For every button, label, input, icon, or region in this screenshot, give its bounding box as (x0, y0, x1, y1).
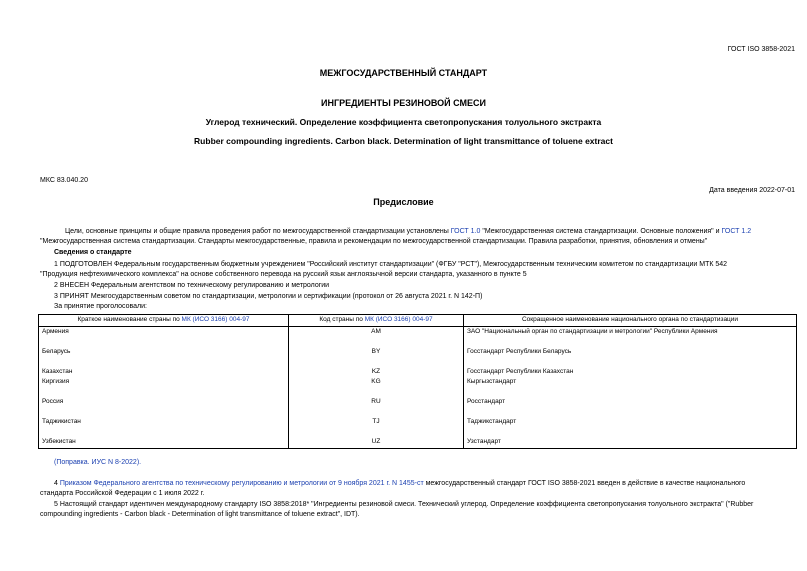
section-2: 2 ВНЕСЕН Федеральным агентством по техническому регулированию и метрологии (54, 282, 330, 289)
mks-code: МКС 83.040.20 (40, 177, 88, 184)
table-row (39, 397, 797, 417)
gost-1-0-link[interactable]: ГОСТ 1.0 (450, 228, 481, 235)
preface-title: Предисловие (373, 197, 434, 207)
code-cell: AM (289, 327, 464, 347)
table-row (39, 367, 797, 377)
section-3-sub: За принятие проголосовали: (54, 303, 147, 310)
country-cell: Беларусь (39, 347, 289, 367)
section-1-cont: "Продукция нефтехимического комплекса" на основе собственного перевода на русский язык англоязычной версии стандарта, указанного в пункте 5 (40, 271, 527, 278)
table-header-row (39, 315, 797, 327)
body-cell: Госстандарт Республики Казахстан (464, 367, 797, 377)
code-cell: KZ (289, 367, 464, 377)
body-cell: Госстандарт Республики Беларусь (464, 347, 797, 367)
body-cell: ЗАО "Национальный орган по стандартизации и метрологии" Республики Армения (464, 327, 797, 347)
mk-iso-link[interactable]: МК (ИСО 3166) 004-97 (364, 316, 433, 323)
country-cell: Таджикистан (39, 417, 289, 437)
country-cell: Россия (39, 397, 289, 417)
voting-table (38, 314, 797, 449)
table-row (39, 437, 797, 449)
table-row (39, 347, 797, 367)
paragraph-aims-cont: "Межгосударственная система стандартизации. Стандарты межгосударственные, правила и рекомендации по межгосударственной стандартизации. Правила разработки, принятия, обновления и отмены" (40, 238, 708, 245)
title-russian: Углерод технический. Определение коэффициента светопропускания толуольного экстракта (205, 117, 602, 127)
country-cell: Киргизия (39, 377, 289, 397)
body-cell: Таджикстандарт (464, 417, 797, 437)
body-cell: Узстандарт (464, 437, 797, 449)
header-title: МЕЖГОСУДАРСТВЕННЫЙ СТАНДАРТ (319, 68, 488, 78)
section-3: 3 ПРИНЯТ Межгосударственным советом по стандартизации, метрологии и сертификации (протокол от 26 августа 2021 г. N 142-П) (54, 293, 483, 300)
amendment-link[interactable]: (Поправка. ИУС N 8-2022). (54, 459, 142, 466)
order-link[interactable]: Приказом Федерального агентства по техническому регулированию и метрологии от 9 ноября 2021 г. N 1455-ст (59, 480, 424, 487)
country-cell: Узбекистан (39, 437, 289, 449)
section-4-cont: стандарта Российской Федерации с 1 июля 2022 г. (40, 490, 205, 497)
paragraph-aims: Цели, основные принципы и общие правила проведения работ по межгосударственной стандартизации установлены ГОСТ 1.0 "Межгосударственная система стандартизации. Основные положения" и ГОСТ 1.2 (65, 228, 752, 235)
code-cell: BY (289, 347, 464, 367)
gost-1-2-link[interactable]: ГОСТ 1.2 (721, 228, 752, 235)
info-title: Сведения о стандарте (54, 249, 132, 256)
table-row (39, 377, 797, 397)
title-english: Rubber compounding ingredients. Carbon black. Determination of light transmittance of toluene extract (194, 136, 613, 146)
country-cell: Казахстан (39, 367, 289, 377)
section-4: 4 Приказом Федерального агентства по техническому регулированию и метрологии от 9 ноября 2021 г. N 1455-ст межгосударственный стандарт ГОСТ ISO 3858-2021 введен в действие в качестве национального (54, 480, 746, 487)
document-code: ГОСТ ISO 3858-2021 (727, 46, 795, 53)
table-row (39, 327, 797, 347)
code-cell: TJ (289, 417, 464, 437)
col-code-header: Код страны по МК (ИСО 3166) 004-97 (289, 315, 464, 327)
code-cell: UZ (289, 437, 464, 449)
table-row (39, 417, 797, 437)
section-5: 5 Настоящий стандарт идентичен международному стандарту ISO 3858:2018* "Ингредиенты резиновой смеси. Технический углерод. Определение коэффициента светопропускания толуольного экстракта" ("Rubber (54, 501, 754, 508)
subject-title: ИНГРЕДИЕНТЫ РЕЗИНОВОЙ СМЕСИ (321, 98, 486, 108)
code-cell: KG (289, 377, 464, 397)
section-5-cont: compounding ingredients - Carbon black - Determination of light transmittance of toluene extract", IDT). (40, 511, 360, 518)
mk-iso-link[interactable]: МК (ИСО 3166) 004-97 (181, 316, 250, 323)
col-body-header: Сокращенное наименование национального органа по стандартизации (464, 315, 797, 327)
code-cell: RU (289, 397, 464, 417)
section-1: 1 ПОДГОТОВЛЕН Федеральным государственным бюджетным учреждением "Российский институт стандартизации" (ФГБУ "РСТ"), Межгосударственным техническим комитетом по стандартизации МТК 542 (54, 261, 728, 268)
country-cell: Армения (39, 327, 289, 347)
col-country-header: Краткое наименование страны по МК (ИСО 3166) 004-97 (39, 315, 289, 327)
body-cell: Росстандарт (464, 397, 797, 417)
intro-date: Дата введения 2022-07-01 (709, 187, 795, 194)
body-cell: Кыргызстандарт (464, 377, 797, 397)
